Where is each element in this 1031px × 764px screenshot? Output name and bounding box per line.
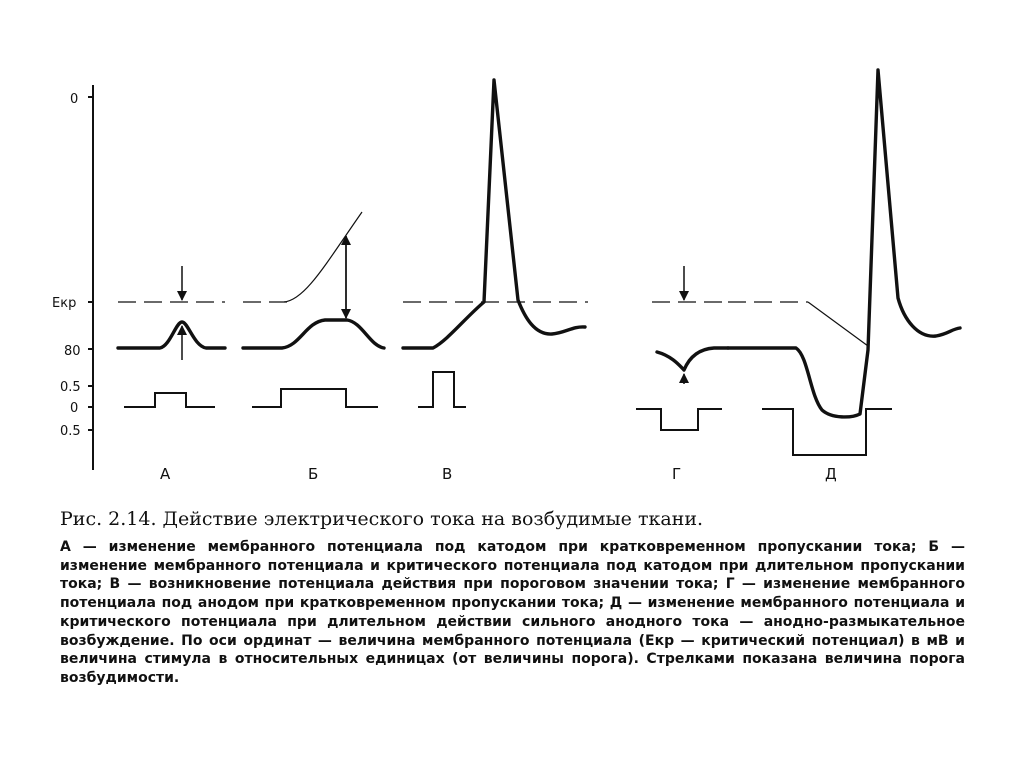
panel-d-action-potential: [728, 70, 960, 417]
panel-d: [728, 70, 960, 483]
panel-g: [636, 266, 728, 483]
panel-a-label: А: [160, 465, 171, 483]
panel-d-label: Д: [825, 465, 837, 483]
panel-a: [118, 266, 225, 483]
panel-v-action-potential: [403, 80, 585, 348]
y-label-zero: 0: [70, 92, 79, 107]
panel-g-membrane-trace: [657, 348, 728, 370]
panel-v: [403, 80, 588, 483]
panel-b-stimulus: [252, 389, 378, 407]
y-label-stim-neg: 0.5: [60, 424, 81, 439]
y-label-ekr: Екр: [52, 296, 77, 311]
panel-d-ekr-falling: [808, 302, 868, 346]
y-label-stim-zero: 0: [70, 401, 79, 416]
y-label-rest: 80: [64, 344, 81, 359]
figure-caption: [60, 508, 965, 688]
panel-b-membrane-trace: [243, 320, 384, 348]
panel-d-stimulus: [762, 409, 892, 455]
panel-a-membrane-trace: [118, 322, 225, 348]
panel-a-stimulus: [124, 393, 215, 407]
panel-b-ekr-rising: [284, 212, 362, 302]
panel-g-stimulus: [636, 409, 722, 430]
panel-g-label: Г: [672, 465, 682, 483]
panel-v-stimulus: [418, 372, 466, 407]
caption-title: Рис. 2.14. Действие электрического тока на возбудимые ткани.: [60, 508, 704, 530]
y-label-stim-pos: 0.5: [60, 380, 81, 395]
caption-body: А — изменение мембранного потенциала под катодом при кратковременном пропускании тока; Б — изменение мембранного потенциала и критического потенциала под катодом при длительном пропускании тока; В — возникновение потенциала действия при пороговом значении тока; Г — изменение мембранного потенциала под анодом при кратковременном пропускании тока; Д — изменение мембранного потенциала и критического потенциала при длительном действии сильного анодного тока — анодно-размыкательное возбуждение. По оси ординат — величина мембранного потенциала (Екр — критический потенциал) в мВ и величина стимула в относительных единицах (от величины порога). Стрелками показана величина порога возбудимости.: [60, 539, 965, 686]
panel-v-label: В: [442, 465, 453, 483]
panel-b-label: Б: [308, 465, 319, 483]
panel-b: [243, 212, 384, 483]
